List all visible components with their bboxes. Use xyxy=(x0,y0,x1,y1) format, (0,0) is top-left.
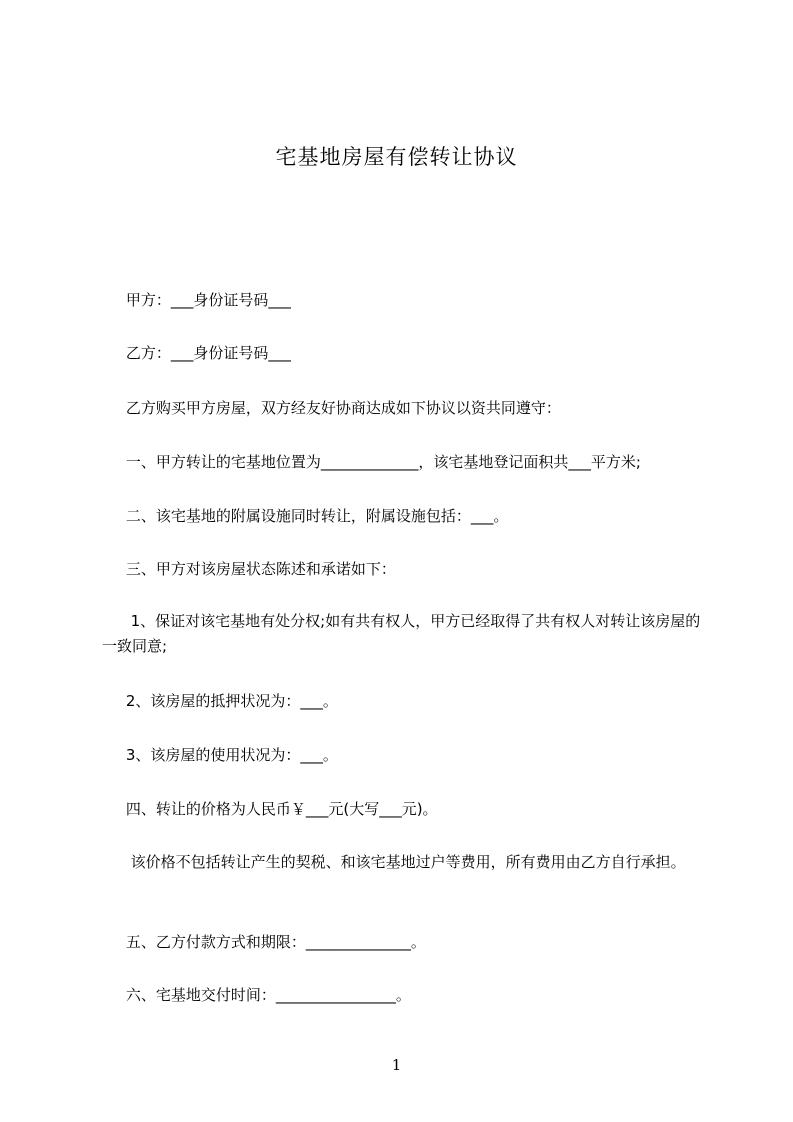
clause-3-item-1: 1、保证对该宅基地有处分权;如有共有权人，甲方已经取得了共有权人对转让该房屋的一致同意; xyxy=(102,612,701,655)
document-title: 宅基地房屋有偿转让协议 xyxy=(275,145,518,169)
clause-2-facilities: 二、该宅基地的附属设施同时转让，附属设施包括：___。 xyxy=(102,507,509,525)
clause-3-item-3-usage: 3、该房屋的使用状况为：___。 xyxy=(102,746,338,764)
party-a-line: 甲方：___身份证号码___ xyxy=(102,291,291,309)
agreement-intro: 乙方购买甲方房屋，双方经友好协商达成如下协议以资共同遵守： xyxy=(102,399,561,417)
clause-4-price: 四、转让的价格为人民币￥___元(大写___元)。 xyxy=(102,800,438,818)
clause-6-delivery: 六、宅基地交付时间：________________。 xyxy=(102,986,411,1004)
party-b-line: 乙方：___身份证号码___ xyxy=(102,344,291,362)
clause-1-location: 一、甲方转让的宅基地位置为_____________，该宅基地登记面积共___平方米; xyxy=(102,453,641,471)
clause-4-fees-note: 该价格不包括转让产生的契税、和该宅基地过户等费用，所有费用由乙方自行承担。 xyxy=(102,853,686,871)
clause-3-heading: 三、甲方对该房屋状态陈述和承诺如下： xyxy=(102,560,396,578)
clause-3-item-2-mortgage: 2、该房屋的抵押状况为：___。 xyxy=(102,692,338,710)
page-number: 1 xyxy=(391,1056,402,1074)
clause-5-payment: 五、乙方付款方式和期限：______________。 xyxy=(102,933,426,951)
